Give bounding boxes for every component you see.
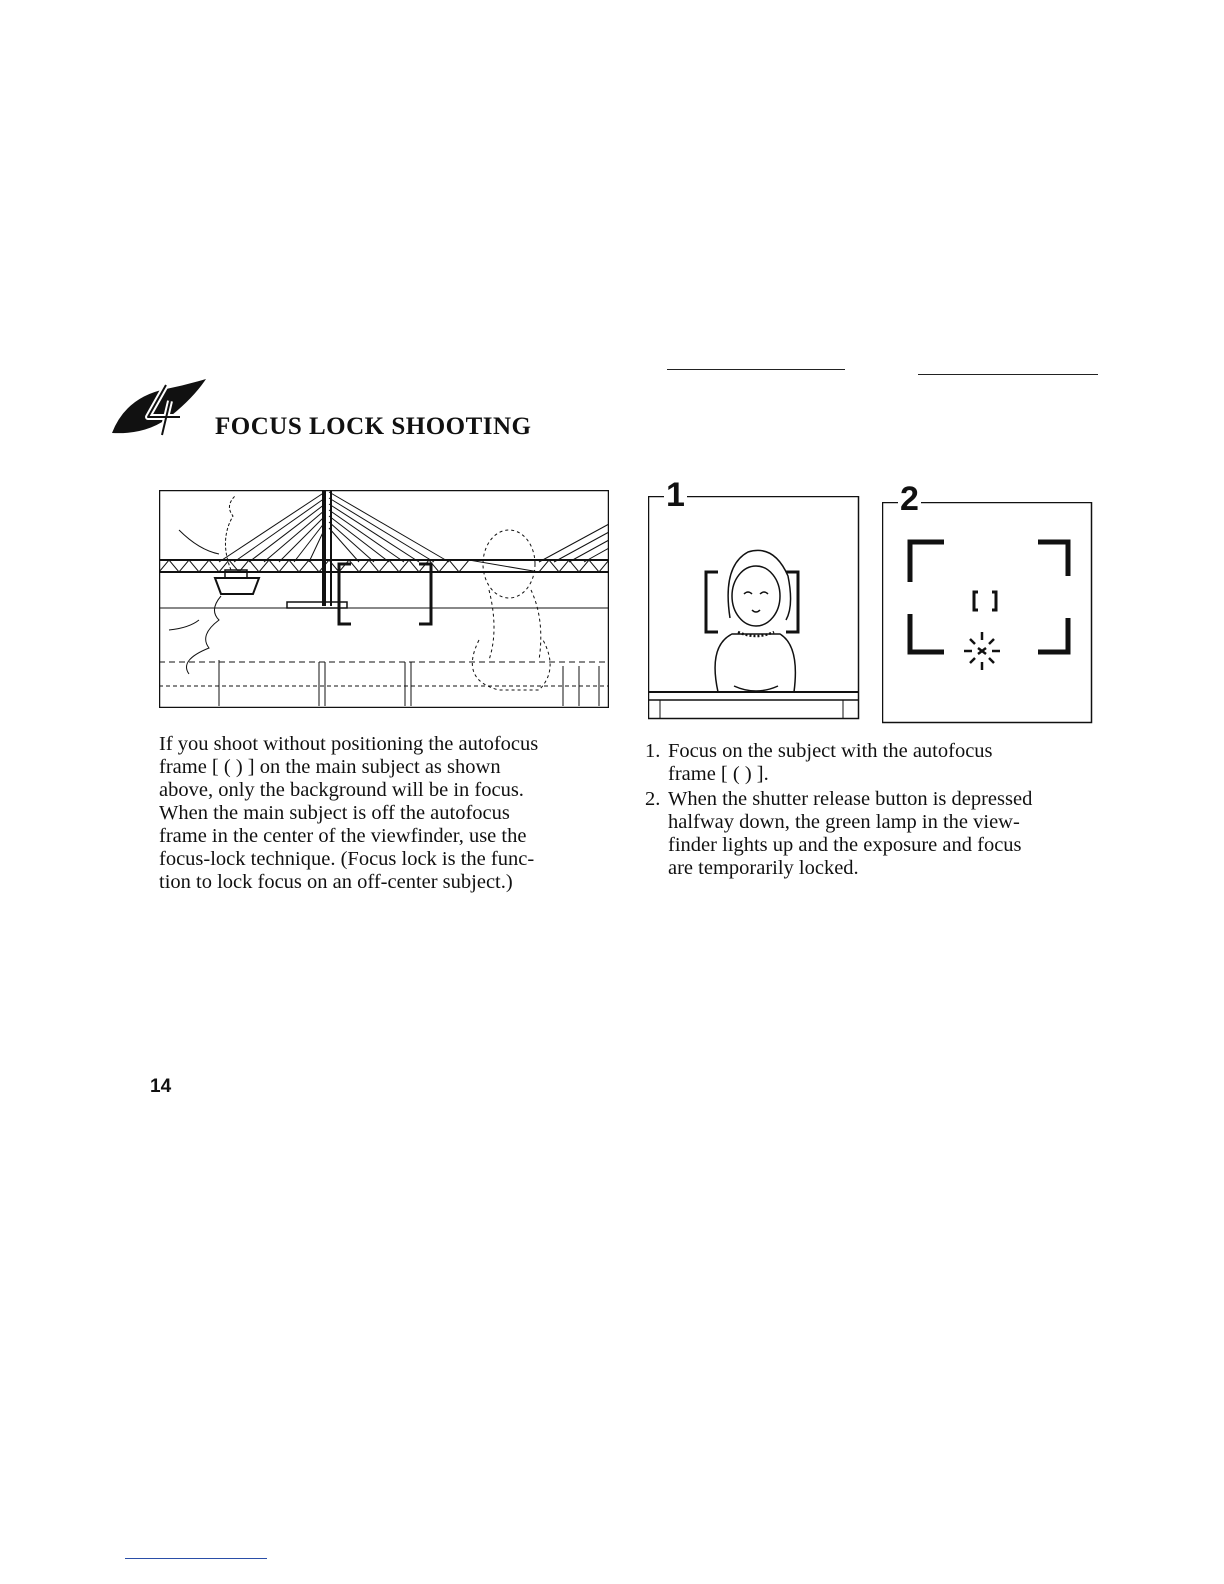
intro-line: When the main subject is off the autofocus: [159, 802, 510, 824]
step2-number: 2: [900, 480, 919, 518]
footer-rule: [125, 1558, 267, 1559]
step-line: When the shutter release button is depressed: [668, 788, 1033, 810]
intro-line: tion to lock focus on an off-center subject.): [159, 871, 513, 893]
step-line: are temporarily locked.: [668, 857, 859, 879]
intro-line: If you shoot without positioning the autofocus: [159, 733, 539, 755]
step-line: finder lights up and the exposure and focus: [668, 834, 1022, 856]
step-number: 2.: [645, 788, 661, 810]
intro-line: frame in the center of the viewfinder, use the: [159, 825, 527, 847]
step1-number: 1: [666, 476, 685, 514]
header-rule-left: [667, 369, 845, 370]
intro-line: focus-lock technique. (Focus lock is the func-: [159, 848, 535, 870]
header-rule-right: [918, 374, 1098, 375]
step-item: [645, 788, 1090, 880]
step2-viewfinder-figure: [882, 502, 1094, 724]
step-line: Focus on the subject with the autofocus: [668, 740, 993, 762]
step-number: 1.: [645, 740, 661, 762]
intro-line: frame [ ( ) ] on the main subject as shown: [159, 756, 501, 778]
step-line: frame [ ( ) ].: [668, 763, 769, 785]
step-item: [645, 740, 1090, 786]
intro-paragraph: [159, 733, 601, 894]
bridge-scene-figure: [159, 490, 609, 708]
page-number: 14: [150, 1076, 172, 1097]
step-line: halfway down, the green lamp in the view-: [668, 811, 1020, 833]
intro-line: above, only the background will be in focus.: [159, 779, 524, 801]
steps-list: [645, 740, 1090, 882]
step1-viewfinder-figure: [648, 496, 860, 722]
section-title: FOCUS LOCK SHOOTING: [215, 413, 532, 440]
section-number-badge: [108, 375, 218, 445]
